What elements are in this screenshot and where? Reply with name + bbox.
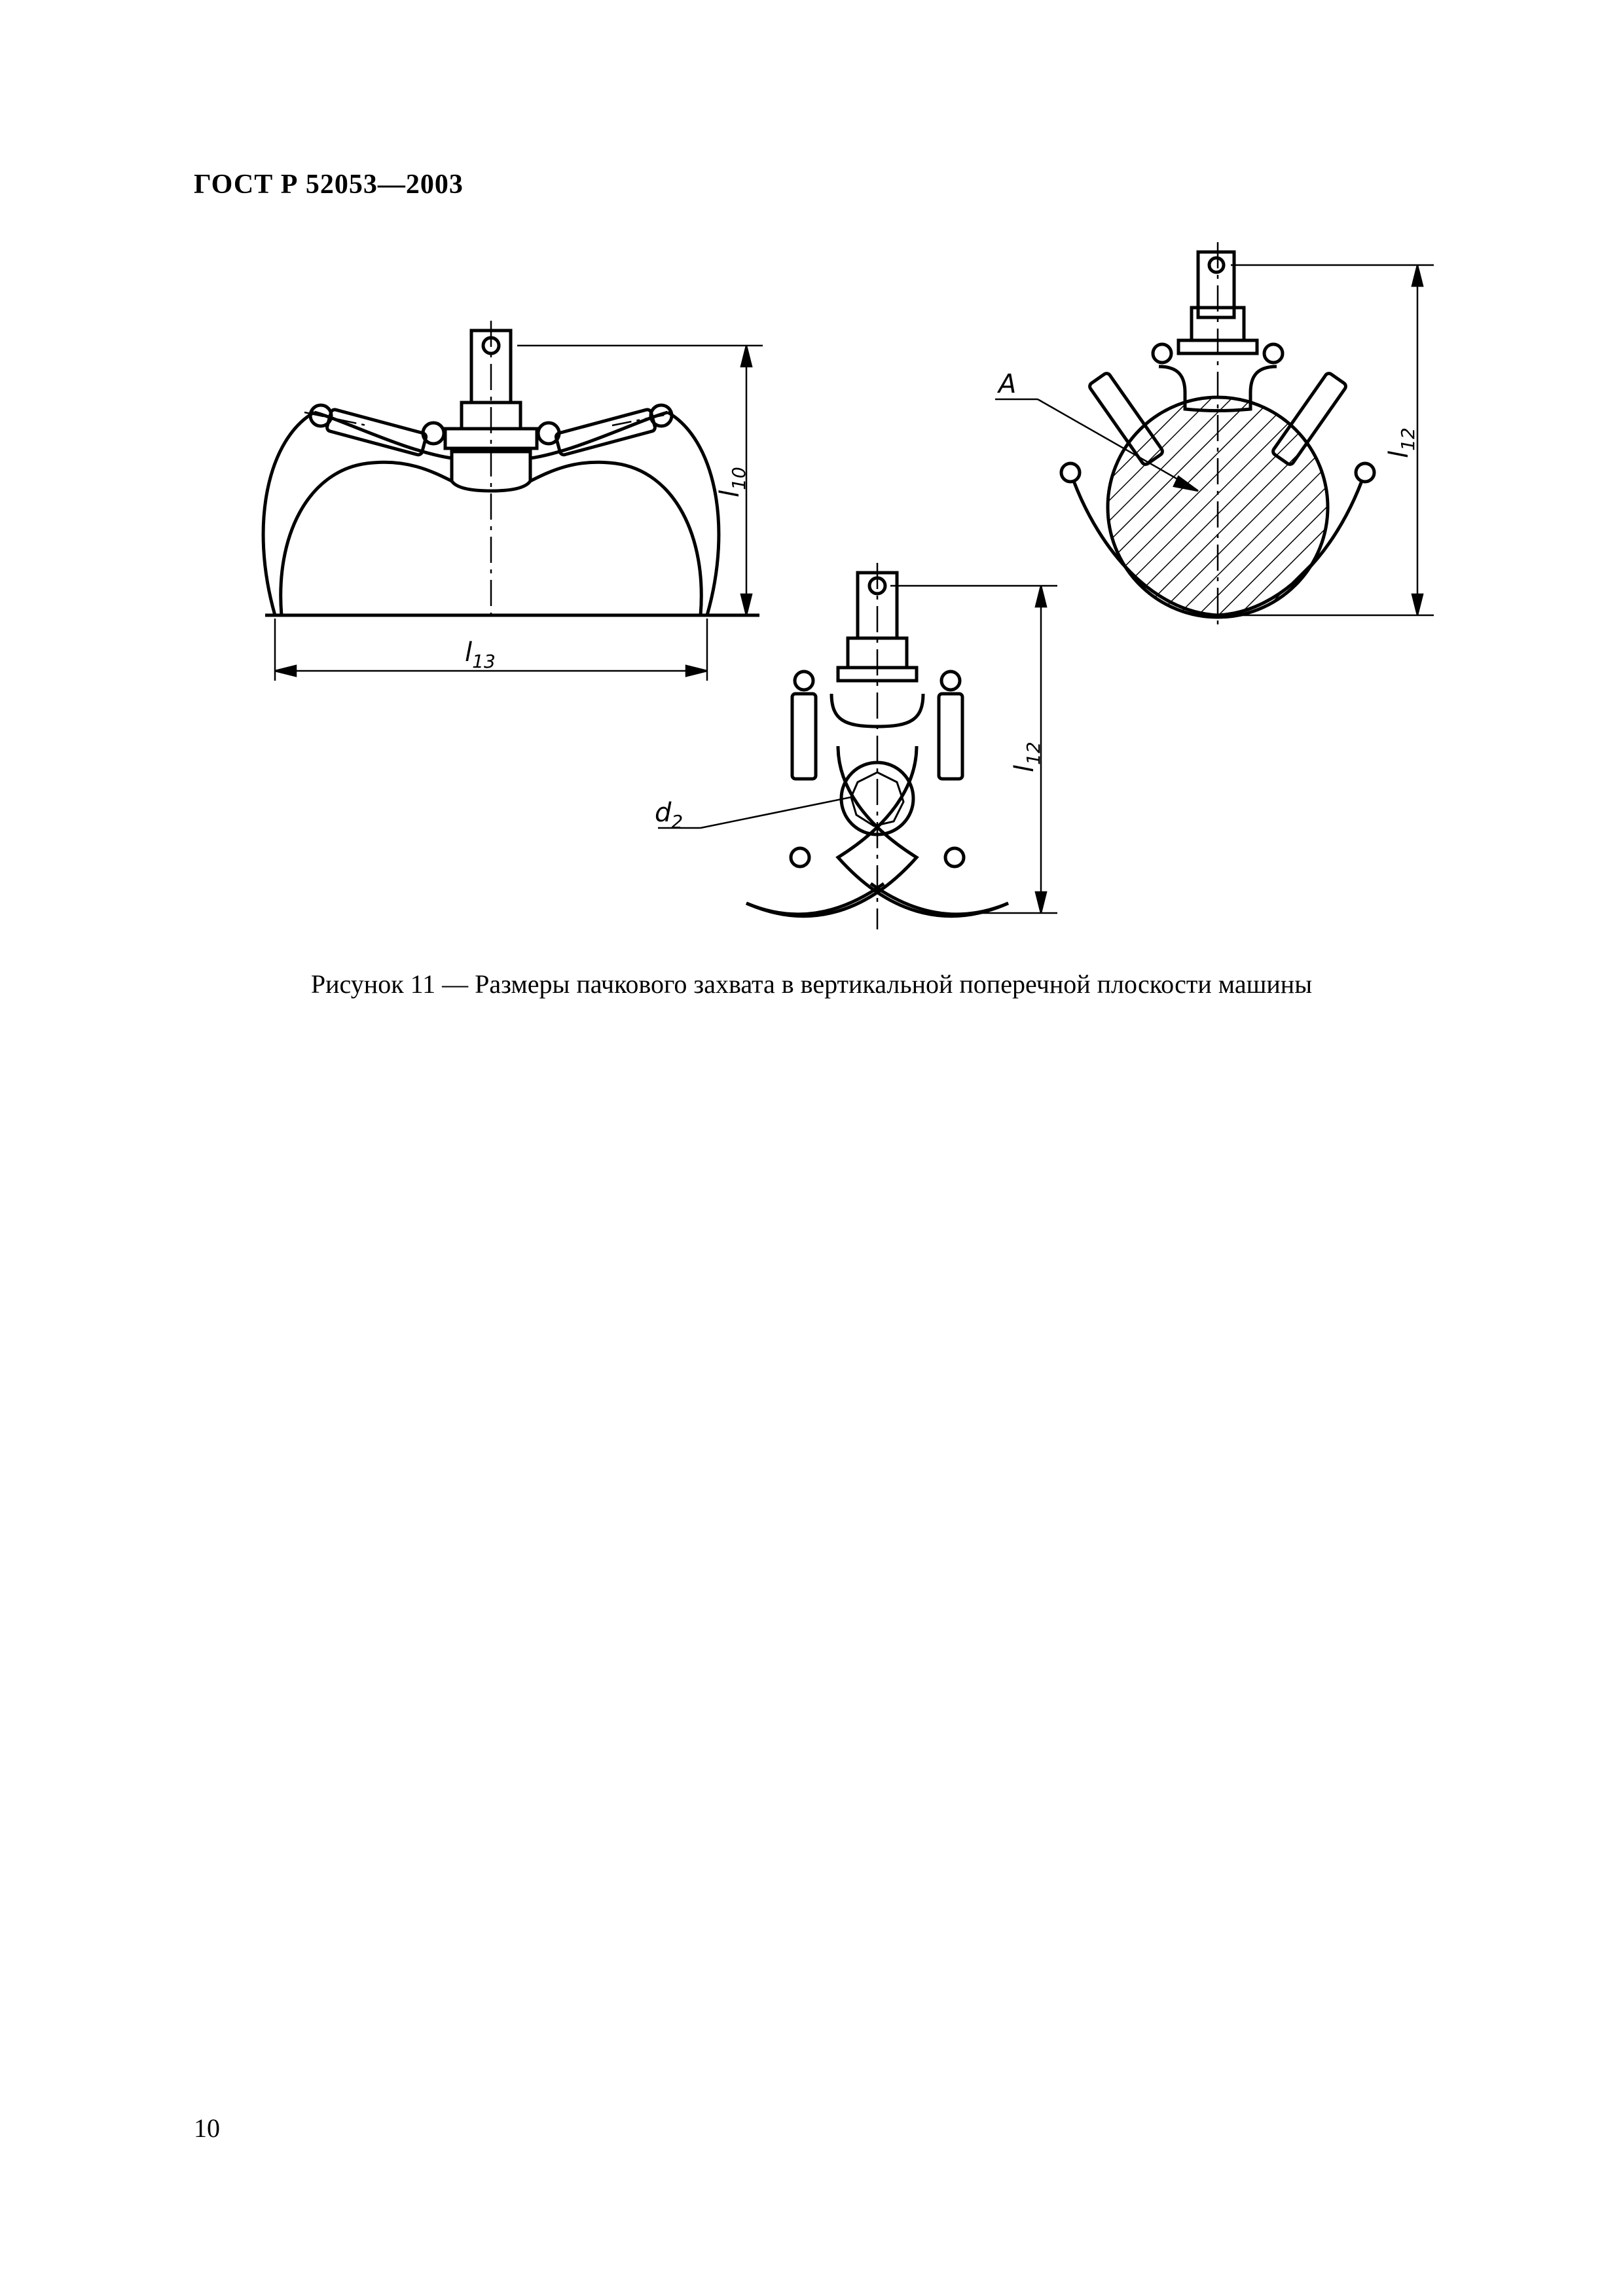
grapple-figure: [0, 0, 1623, 982]
page-number: 10: [194, 2113, 220, 2143]
dimension-l12-bottom: $l_{12}$: [1010, 742, 1044, 772]
dimension-l13: $l_{13}$: [465, 637, 496, 672]
label-a: A: [998, 369, 1017, 399]
grapple-open-view: [263, 331, 759, 615]
dimension-l12-right: $l_{12}$: [1384, 427, 1419, 458]
figure-caption: Рисунок 11 — Размеры пачкового захвата в вертикальной поперечной плоскости машины: [310, 969, 1313, 999]
dimension-l10: $l_{10}$: [715, 467, 750, 497]
left-view-dimensions: [275, 321, 763, 681]
dimension-d2: $d_2$: [655, 798, 684, 833]
document-header: ГОСТ Р 52053—2003: [194, 170, 464, 200]
